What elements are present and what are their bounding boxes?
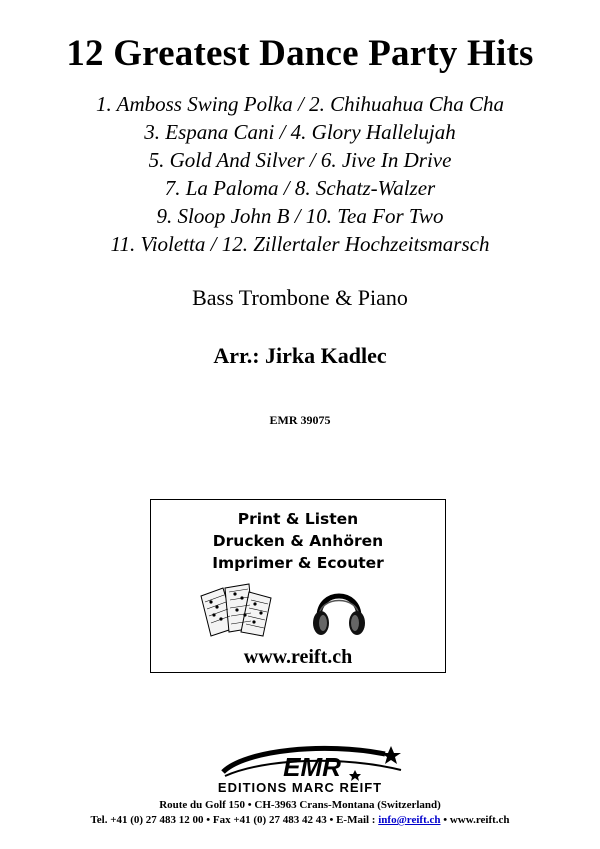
track-line: 5. Gold And Silver / 6. Jive In Drive <box>148 148 452 172</box>
instrumentation: Bass Trombone & Piano <box>192 285 408 310</box>
track-line: 7. La Paloma / 8. Schatz-Walzer <box>164 176 436 200</box>
promo-line: Drucken & Anhören <box>212 532 384 550</box>
promo-line: Print & Listen <box>237 510 359 528</box>
track-line: 1. Amboss Swing Polka / 2. Chihuahua Cha Cha <box>96 92 504 116</box>
logo-text: EMR <box>283 752 341 782</box>
track-line: 11. Violetta / 12. Zillertaler Hochzeitsmarsch <box>110 232 490 256</box>
track-list <box>0 90 600 258</box>
track-line: 9. Sloop John B / 10. Tea For Two <box>156 204 444 228</box>
arranger: Arr.: Jirka Kadlec <box>213 343 387 368</box>
catalog-number: EMR 39075 <box>269 413 331 427</box>
promo-line: Imprimer & Ecouter <box>212 554 384 572</box>
promo-lines <box>151 508 445 574</box>
sheet-music-icon <box>199 582 275 638</box>
headphones-icon <box>311 581 367 639</box>
promo-url[interactable]: www.reift.ch <box>243 646 353 668</box>
promo-box <box>150 499 446 673</box>
page-title: 12 Greatest Dance Party Hits <box>66 33 534 74</box>
publisher-contact <box>0 814 600 826</box>
track-line: 3. Espana Cani / 4. Glory Hallelujah <box>144 120 456 144</box>
email-link[interactable]: info@reift.ch <box>378 814 441 826</box>
contact-phone-fax: Tel. +41 (0) 27 483 12 00 • Fax +41 (0) 27 483 42 43 • E-Mail : <box>90 814 379 826</box>
contact-website: • www.reift.ch <box>440 814 510 826</box>
publisher-address: Route du Golf 150 • CH-3963 Crans-Montana (Switzerland) <box>159 799 441 811</box>
publisher-name: EDITIONS MARC REIFT <box>217 780 383 795</box>
